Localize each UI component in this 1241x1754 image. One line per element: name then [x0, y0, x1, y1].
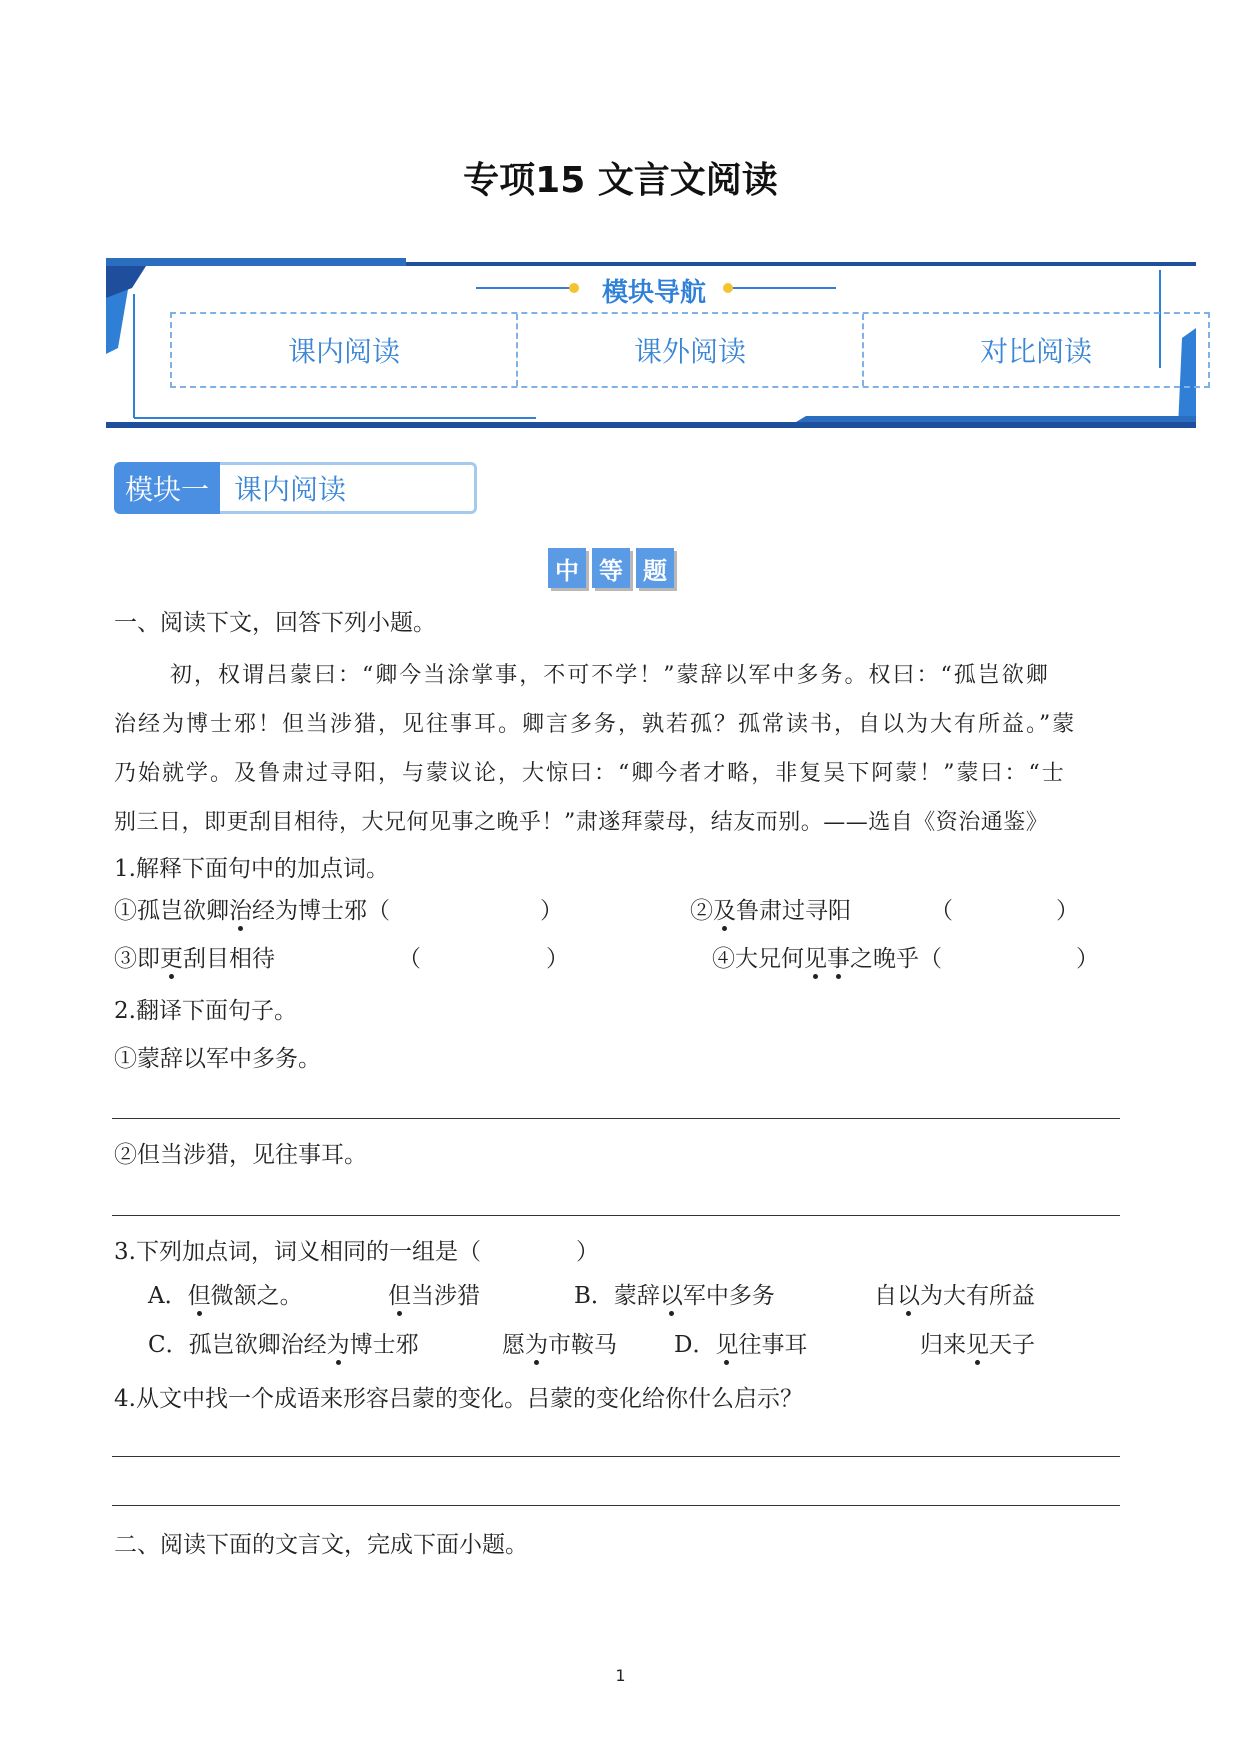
dotted-word: 治: [229, 898, 252, 924]
answer-line[interactable]: [112, 1118, 1120, 1119]
item-text: 鲁肃过寻阳: [736, 898, 851, 924]
dotted-word: 见: [715, 1332, 739, 1358]
option-text: 博士邪: [349, 1332, 419, 1358]
nav-title: 模块导航: [601, 278, 706, 308]
option-text: 天子: [989, 1332, 1035, 1358]
option-text: 为大有所益: [920, 1283, 1035, 1309]
dotted-word: 以: [897, 1283, 920, 1309]
item-text: ③即: [114, 946, 160, 972]
translate-sentence-1: ①蒙辞以军中多务。: [114, 1046, 321, 1072]
answer-line[interactable]: [112, 1505, 1120, 1506]
option-text: 归来: [920, 1332, 966, 1358]
option-d-1[interactable]: [674, 1330, 807, 1360]
option-c-2: [502, 1330, 617, 1360]
dotted-word: 及: [713, 898, 736, 924]
dotted-word: 见: [966, 1332, 989, 1358]
answer-line[interactable]: [112, 1456, 1120, 1457]
item-text: 刮目相待: [183, 946, 275, 972]
option-text: 自: [874, 1283, 897, 1309]
option-text: 往事耳: [738, 1332, 808, 1358]
difficulty-char: 等: [592, 548, 630, 588]
question-prompt: 3.下列加点词，词义相同的一组是（: [114, 1239, 481, 1265]
answer-line[interactable]: [112, 1215, 1120, 1216]
module-navigation: [106, 258, 1202, 428]
module-name: 课内阅读: [220, 462, 477, 514]
option-text: C．孤岂欲卿治经: [148, 1332, 327, 1358]
q1-item-2: [690, 896, 851, 926]
option-text: 军中多务: [682, 1283, 775, 1309]
q1-item-4-close: ）: [1076, 946, 1099, 972]
option-a-2: [388, 1281, 480, 1311]
passage-line: 初，权谓吕蒙曰：“卿今当涂掌事，不可不学！”蒙辞以军中多务。权曰：“孤岂欲卿: [170, 663, 1050, 688]
q1-item-1-close: ）: [540, 898, 563, 924]
passage-line: 别三日，即更刮目相待，大兄何见事之晚乎！”肃遂拜蒙母，结友而别。——选自《资治通鉴》: [114, 810, 1049, 835]
item-text: ②: [690, 898, 713, 924]
question-prompt: 1.解释下面句中的加点词。: [114, 856, 389, 882]
dotted-word: 更: [160, 946, 183, 972]
module-tag: [114, 462, 466, 514]
nav-tabs: [170, 312, 1210, 388]
nav-item-extracurricular-reading[interactable]: 课外阅读: [516, 314, 862, 386]
dotted-word: 但: [187, 1283, 211, 1309]
option-text: A．: [148, 1283, 188, 1309]
option-c-1[interactable]: [148, 1330, 419, 1360]
passage-line: 治经为博士邪！但当涉猎，见往事耳。卿言多务，孰若孤？孤常读书，自以为大有所益。”蒙: [114, 712, 1077, 737]
item-text: 晚乎（: [873, 946, 942, 972]
section-heading: 一、阅读下文，回答下列小题。: [114, 610, 436, 636]
dotted-word: 事: [827, 946, 850, 972]
item-text: ①孤岂欲卿: [114, 898, 229, 924]
option-d-2: [920, 1330, 1035, 1360]
option-b-1[interactable]: [574, 1281, 775, 1311]
nav-item-comparative-reading[interactable]: 对比阅读: [862, 314, 1208, 386]
translate-sentence-2: ②但当涉猎，见往事耳。: [114, 1142, 367, 1168]
option-text: 微颔之。: [210, 1283, 303, 1309]
option-text: 愿: [502, 1332, 525, 1358]
option-text: D．: [674, 1332, 716, 1358]
question-prompt: 2.翻译下面句子。: [114, 998, 297, 1024]
q1-item-2-close: ）: [1056, 898, 1079, 924]
item-text: ④大兄何: [712, 946, 804, 972]
option-text: B．蒙辞: [574, 1283, 660, 1309]
q1-item-3-close: ）: [546, 946, 569, 972]
q1-item-3-open: （: [398, 946, 421, 972]
passage-line: 乃始就学。及鲁肃过寻阳，与蒙议论，大惊曰：“卿今者才略，非复吴下阿蒙！”蒙曰：“士: [114, 761, 1066, 786]
dotted-word: 为: [326, 1332, 350, 1358]
page-number: 1: [615, 1666, 626, 1685]
q1-item-2-open: （: [930, 898, 953, 924]
difficulty-char: 中: [548, 548, 586, 588]
option-b-2: [874, 1281, 1035, 1311]
q1-item-1: [114, 896, 390, 926]
question-prompt: 4.从文中找一个成语来形容吕蒙的变化。吕蒙的变化给你什么启示？: [114, 1386, 803, 1412]
dotted-word: 以: [659, 1283, 683, 1309]
item-text: 经为博士邪（: [252, 898, 390, 924]
difficulty-char: 题: [636, 548, 674, 588]
q3-close-paren: ）: [576, 1239, 599, 1265]
page-title: 专项15 文言文阅读: [463, 160, 778, 201]
q1-item-4: [712, 944, 942, 974]
difficulty-badge: [548, 548, 674, 588]
section-heading: 二、阅读下面的文言文，完成下面小题。: [114, 1532, 528, 1558]
dotted-word: 为: [525, 1332, 548, 1358]
option-text: 市鞍马: [548, 1332, 617, 1358]
dotted-word: 见: [804, 946, 827, 972]
option-text: 当涉猎: [411, 1283, 480, 1309]
q1-item-3: [114, 944, 275, 974]
module-number: 模块一: [114, 462, 220, 514]
item-text: 之: [850, 946, 873, 972]
nav-item-in-class-reading[interactable]: 课内阅读: [287, 335, 400, 368]
option-a-1[interactable]: [148, 1281, 303, 1311]
dotted-word: 但: [388, 1283, 411, 1309]
